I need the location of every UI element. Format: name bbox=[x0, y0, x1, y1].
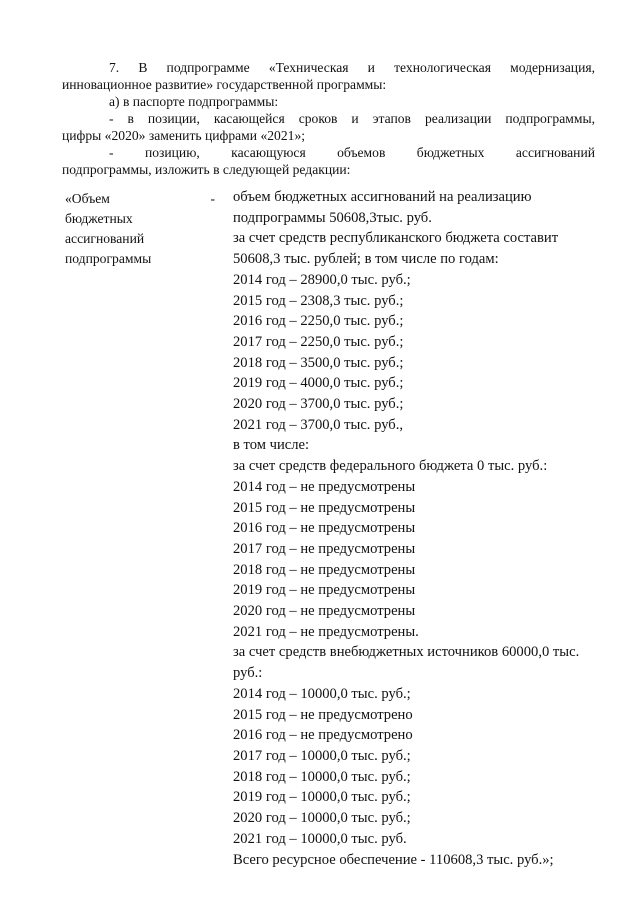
right-line: 2021 год – 10000,0 тыс. руб. bbox=[233, 830, 407, 847]
right-line: 2021 год – 3700,0 тыс. руб., bbox=[233, 416, 404, 433]
paragraph-line: инновационное развитие» государственной программы: bbox=[62, 77, 387, 92]
right-line: за счет средств федерального бюджета 0 тыс. руб.: bbox=[233, 458, 548, 475]
right-line: 2016 год – не предусмотрены bbox=[233, 520, 416, 537]
right-line: 2020 год – не предусмотрены bbox=[233, 603, 416, 620]
table-left-column bbox=[65, 189, 215, 269]
right-line: 2014 год – 28900,0 тыс. руб.; bbox=[233, 271, 411, 288]
right-line: подпрограммы 50608,3тыс. руб. bbox=[233, 209, 432, 226]
right-line: 2014 год – 10000,0 тыс. руб.; bbox=[233, 685, 411, 702]
paragraph-line: 7. В подпрограмме «Техническая и технологическая модернизация, bbox=[109, 60, 595, 75]
right-line: 2019 год – не предусмотрены bbox=[233, 582, 416, 599]
right-line: 2016 год – не предусмотрено bbox=[233, 727, 413, 744]
right-line: 2020 год – 10000,0 тыс. руб.; bbox=[233, 810, 411, 827]
right-line: 2019 год – 10000,0 тыс. руб.; bbox=[233, 789, 411, 806]
paragraph-line: цифры «2020» заменить цифрами «2021»; bbox=[62, 128, 306, 143]
right-line: 2020 год – 3700,0 тыс. руб.; bbox=[233, 396, 404, 413]
left-cell-line: «Объем bbox=[65, 191, 110, 206]
right-line: 2017 год – не предусмотрены bbox=[233, 540, 416, 557]
right-line: в том числе: bbox=[233, 437, 310, 454]
paragraph-line: подпрограммы, изложить в следующей редакции: bbox=[62, 162, 351, 177]
right-line: 2015 год – 2308,3 тыс. руб.; bbox=[233, 292, 404, 309]
paragraph-line: - позицию, касающуюся объемов бюджетных ассигнований bbox=[109, 145, 595, 160]
right-line: 2021 год – не предусмотрены. bbox=[233, 623, 419, 640]
right-line: 2018 год – 3500,0 тыс. руб.; bbox=[233, 354, 404, 371]
right-line: 2015 год – не предусмотрено bbox=[233, 706, 413, 723]
paragraph-line: - в позиции, касающейся сроков и этапов реализации подпрограммы, bbox=[109, 111, 595, 126]
right-line: 2017 год – 2250,0 тыс. руб.; bbox=[233, 333, 404, 350]
right-line: 2018 год – не предусмотрены bbox=[233, 561, 416, 578]
right-line: за счет средств республиканского бюджета составит bbox=[233, 230, 559, 247]
right-line: 2018 год – 10000,0 тыс. руб.; bbox=[233, 768, 411, 785]
right-line: за счет средств внебюджетных источников 60000,0 тыс. bbox=[233, 644, 580, 661]
left-cell-line: подпрограммы bbox=[65, 251, 152, 266]
right-line: объем бюджетных ассигнований на реализацию bbox=[233, 189, 532, 205]
left-first-row bbox=[65, 189, 215, 209]
right-line: 2019 год – 4000,0 тыс. руб.; bbox=[233, 375, 404, 392]
right-line: 50608,3 тыс. рублей; в том числе по годам: bbox=[233, 251, 499, 268]
left-cell-line: ассигнований bbox=[65, 231, 145, 246]
right-line: руб.: bbox=[233, 665, 263, 682]
right-line: 2014 год – не предусмотрены bbox=[233, 478, 416, 495]
left-cell-line: бюджетных bbox=[65, 211, 133, 226]
paragraph-line: а) в паспорте подпрограммы: bbox=[109, 94, 279, 109]
right-line: 2015 год – не предусмотрены bbox=[233, 499, 416, 516]
left-dash: - bbox=[210, 191, 215, 206]
intro-text bbox=[62, 59, 595, 178]
table-right-column bbox=[233, 187, 605, 870]
right-line: 2017 год – 10000,0 тыс. руб.; bbox=[233, 747, 411, 764]
right-line: 2016 год – 2250,0 тыс. руб.; bbox=[233, 313, 404, 330]
right-line: Всего ресурсное обеспечение - 110608,3 тыс. руб.»; bbox=[233, 851, 554, 868]
